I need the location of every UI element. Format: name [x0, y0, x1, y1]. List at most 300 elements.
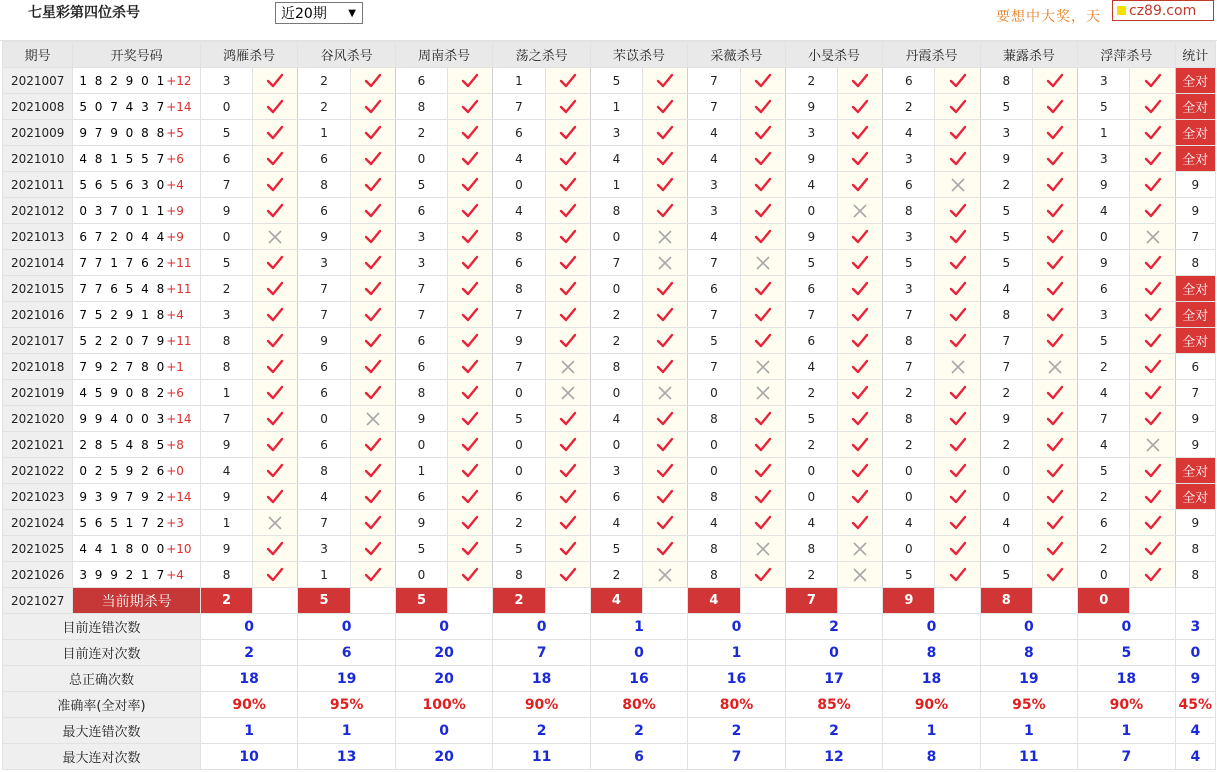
current-kill-label: 当前期杀号: [73, 588, 201, 614]
stat-cell: 7: [1175, 380, 1215, 406]
kill-number-cell: 0: [493, 458, 545, 484]
draw-numbers: 2 8 5 4 8 5: [79, 437, 167, 452]
summary-value: 2: [200, 640, 297, 666]
kill-number-cell: 6: [785, 328, 837, 354]
cross-icon: [545, 380, 590, 406]
draw-numbers: 5 6 5 6 3 0: [79, 177, 167, 192]
summary-label: 最大连错次数: [3, 718, 201, 744]
kill-number-cell: 4: [298, 484, 350, 510]
kill-number-cell: 0: [200, 224, 252, 250]
current-kill-blank: [545, 588, 590, 614]
check-icon: [448, 380, 493, 406]
header-killer: 小旻杀号: [785, 42, 882, 68]
draw-sum: +12: [166, 73, 192, 88]
kill-number-cell: 8: [493, 562, 545, 588]
check-icon: [935, 432, 980, 458]
kill-number-cell: 9: [785, 224, 837, 250]
kill-number-cell: 1: [200, 510, 252, 536]
kill-number-cell: 4: [1078, 198, 1130, 224]
check-icon: [253, 536, 298, 562]
kill-number-cell: 6: [883, 68, 935, 94]
kill-number-cell: 7: [980, 354, 1032, 380]
check-icon: [643, 302, 688, 328]
period-cell: 2021013: [3, 224, 73, 250]
check-icon: [1130, 562, 1175, 588]
kill-number-cell: 9: [493, 328, 545, 354]
kill-number-cell: 5: [395, 172, 447, 198]
kill-number-cell: 6: [395, 198, 447, 224]
summary-value: 7: [688, 744, 785, 770]
cross-icon: [740, 354, 785, 380]
draw-sum: +14: [166, 411, 192, 426]
summary-row: [3, 640, 1216, 666]
check-icon: [838, 250, 883, 276]
draw-numbers: 0 2 5 9 2 6: [79, 463, 167, 478]
check-icon: [1130, 302, 1175, 328]
draw-numbers-cell: [73, 120, 201, 146]
check-icon: [545, 250, 590, 276]
draw-numbers: 3 9 9 2 1 7: [79, 567, 167, 582]
draw-numbers: 7 7 6 5 4 8: [79, 281, 167, 296]
summary-value: 2: [590, 718, 687, 744]
kill-number-cell: 4: [883, 120, 935, 146]
kill-number-cell: 2: [1078, 354, 1130, 380]
kill-number-cell: 3: [883, 224, 935, 250]
kill-number-cell: 8: [200, 562, 252, 588]
current-kill-blank: [350, 588, 395, 614]
header-killer: 芣苡杀号: [590, 42, 687, 68]
check-icon: [448, 484, 493, 510]
draw-numbers: 1 8 2 9 0 1: [79, 73, 167, 88]
check-icon: [935, 68, 980, 94]
kill-number-cell: 8: [980, 302, 1032, 328]
draw-sum: +4: [166, 177, 184, 192]
current-kill-number: 2: [200, 588, 252, 614]
kill-number-cell: 5: [980, 562, 1032, 588]
current-kill-number: 0: [1078, 588, 1130, 614]
current-kill-blank: [935, 588, 980, 614]
summary-label: 目前连错次数: [3, 614, 201, 640]
draw-sum: +6: [166, 151, 184, 166]
cross-icon: [838, 562, 883, 588]
kill-number-cell: 1: [395, 458, 447, 484]
check-icon: [1032, 146, 1077, 172]
check-icon: [838, 94, 883, 120]
check-icon: [1130, 380, 1175, 406]
all-correct-badge: 全对: [1175, 120, 1215, 146]
kill-number-cell: 2: [785, 380, 837, 406]
check-icon: [1130, 250, 1175, 276]
cross-icon: [935, 354, 980, 380]
cross-icon: [1130, 224, 1175, 250]
summary-value: 16: [590, 666, 687, 692]
kill-number-cell: 6: [493, 484, 545, 510]
kill-number-cell: 4: [200, 458, 252, 484]
check-icon: [935, 510, 980, 536]
kill-number-cell: 7: [688, 94, 740, 120]
kill-number-cell: 5: [590, 536, 642, 562]
kill-number-cell: 9: [200, 432, 252, 458]
kill-number-cell: 1: [200, 380, 252, 406]
check-icon: [1130, 354, 1175, 380]
check-icon: [838, 302, 883, 328]
summary-value: 1: [200, 718, 297, 744]
kill-number-cell: 6: [395, 354, 447, 380]
check-icon: [935, 406, 980, 432]
summary-value: 2: [493, 718, 590, 744]
summary-value: 2: [688, 718, 785, 744]
cross-icon: [740, 250, 785, 276]
table-row: [3, 484, 1216, 510]
check-icon: [643, 354, 688, 380]
kill-number-cell: 6: [590, 484, 642, 510]
check-icon: [1032, 562, 1077, 588]
check-icon: [740, 94, 785, 120]
check-icon: [1032, 276, 1077, 302]
check-icon: [253, 380, 298, 406]
summary-value: 6: [298, 640, 395, 666]
summary-value: 18: [200, 666, 297, 692]
all-correct-badge: 全对: [1175, 146, 1215, 172]
kill-number-cell: 2: [395, 120, 447, 146]
check-icon: [448, 68, 493, 94]
header-killer: 丹霞杀号: [883, 42, 980, 68]
check-icon: [1032, 172, 1077, 198]
kill-number-cell: 5: [590, 68, 642, 94]
check-icon: [1032, 302, 1077, 328]
check-icon: [740, 458, 785, 484]
kill-number-cell: 0: [883, 484, 935, 510]
kill-number-cell: 6: [298, 354, 350, 380]
check-icon: [253, 68, 298, 94]
check-icon: [740, 224, 785, 250]
summary-value: 0: [395, 614, 492, 640]
check-icon: [935, 94, 980, 120]
draw-sum: +11: [166, 333, 192, 348]
header-stat: 统计: [1175, 42, 1215, 68]
check-icon: [350, 276, 395, 302]
draw-numbers: 4 5 9 0 8 2: [79, 385, 167, 400]
draw-sum: +5: [166, 125, 184, 140]
kill-number-cell: 6: [395, 328, 447, 354]
current-kill-number: 4: [590, 588, 642, 614]
check-icon: [545, 406, 590, 432]
kill-number-cell: 9: [395, 510, 447, 536]
check-icon: [838, 328, 883, 354]
check-icon: [545, 484, 590, 510]
check-icon: [643, 432, 688, 458]
check-icon: [740, 484, 785, 510]
kill-number-cell: 2: [883, 432, 935, 458]
check-icon: [1130, 198, 1175, 224]
check-icon: [545, 224, 590, 250]
cross-icon: [643, 224, 688, 250]
check-icon: [448, 250, 493, 276]
cross-icon: [740, 536, 785, 562]
check-icon: [350, 224, 395, 250]
kill-number-cell: 7: [1078, 406, 1130, 432]
draw-sum: +9: [166, 229, 184, 244]
kill-number-cell: 6: [1078, 510, 1130, 536]
check-icon: [935, 302, 980, 328]
kill-number-cell: 2: [883, 380, 935, 406]
check-icon: [448, 536, 493, 562]
summary-value: 12: [785, 744, 882, 770]
check-icon: [350, 146, 395, 172]
kill-number-cell: 6: [883, 172, 935, 198]
check-icon: [253, 432, 298, 458]
draw-numbers: 0 3 7 0 1 1: [79, 203, 167, 218]
cross-icon: [1130, 432, 1175, 458]
current-kill-number: 4: [688, 588, 740, 614]
check-icon: [1130, 328, 1175, 354]
cross-icon: [838, 536, 883, 562]
table-row: [3, 354, 1216, 380]
period-cell: 2021009: [3, 120, 73, 146]
check-icon: [935, 146, 980, 172]
check-icon: [350, 432, 395, 458]
check-icon: [448, 354, 493, 380]
kill-number-cell: 0: [688, 458, 740, 484]
kill-number-cell: 9: [980, 406, 1032, 432]
summary-value: 1: [1078, 718, 1175, 744]
kill-number-cell: 8: [883, 198, 935, 224]
check-icon: [1130, 484, 1175, 510]
check-icon: [448, 276, 493, 302]
draw-numbers-cell: [73, 328, 201, 354]
summary-value: 1: [883, 718, 980, 744]
check-icon: [740, 510, 785, 536]
draw-numbers-cell: [73, 562, 201, 588]
stat-cell: 7: [1175, 224, 1215, 250]
kill-number-cell: 9: [785, 146, 837, 172]
kill-number-cell: 0: [980, 484, 1032, 510]
table-row: [3, 120, 1216, 146]
period-select[interactable]: [275, 2, 363, 24]
check-icon: [643, 120, 688, 146]
draw-numbers-cell: [73, 172, 201, 198]
kill-number-cell: 0: [200, 94, 252, 120]
kill-number-cell: 5: [980, 224, 1032, 250]
kill-number-cell: 3: [883, 276, 935, 302]
check-icon: [1032, 224, 1077, 250]
kill-number-cell: 5: [1078, 328, 1130, 354]
summary-value: 20: [395, 744, 492, 770]
check-icon: [643, 406, 688, 432]
kill-number-cell: 7: [883, 302, 935, 328]
kill-number-cell: 3: [980, 120, 1032, 146]
check-icon: [838, 276, 883, 302]
check-icon: [838, 510, 883, 536]
site-logo[interactable]: [1112, 0, 1214, 21]
draw-numbers-cell: [73, 380, 201, 406]
draw-numbers: 4 4 1 8 0 0: [79, 541, 167, 556]
summary-value: 0: [590, 640, 687, 666]
summary-value: 80%: [590, 692, 687, 718]
current-kill-number: 5: [298, 588, 350, 614]
draw-numbers-cell: [73, 198, 201, 224]
summary-value: 90%: [200, 692, 297, 718]
draw-numbers: 7 5 2 9 1 8: [79, 307, 167, 322]
kill-number-cell: 2: [785, 562, 837, 588]
kill-number-cell: 2: [883, 94, 935, 120]
header-killer: 蒹露杀号: [980, 42, 1077, 68]
summary-row: [3, 744, 1216, 770]
check-icon: [1032, 198, 1077, 224]
check-icon: [1032, 94, 1077, 120]
kill-number-cell: 8: [883, 406, 935, 432]
kill-number-cell: 8: [395, 380, 447, 406]
check-icon: [1032, 484, 1077, 510]
table-row: [3, 432, 1216, 458]
kill-number-cell: 9: [1078, 172, 1130, 198]
stat-cell: 9: [1175, 172, 1215, 198]
check-icon: [448, 120, 493, 146]
kill-number-cell: 8: [200, 328, 252, 354]
kill-number-cell: 8: [493, 224, 545, 250]
stat-cell: 8: [1175, 250, 1215, 276]
check-icon: [253, 120, 298, 146]
check-icon: [253, 354, 298, 380]
check-icon: [350, 458, 395, 484]
draw-numbers: 9 7 9 0 8 8: [79, 125, 167, 140]
draw-numbers-cell: [73, 276, 201, 302]
draw-numbers-cell: [73, 302, 201, 328]
current-kill-number: 8: [980, 588, 1032, 614]
kill-number-cell: 0: [688, 380, 740, 406]
summary-row: [3, 692, 1216, 718]
check-icon: [740, 432, 785, 458]
kill-number-cell: 4: [785, 510, 837, 536]
period-cell: 2021026: [3, 562, 73, 588]
check-icon: [253, 484, 298, 510]
period-cell: 2021014: [3, 250, 73, 276]
check-icon: [838, 354, 883, 380]
check-icon: [350, 250, 395, 276]
check-icon: [350, 510, 395, 536]
check-icon: [448, 458, 493, 484]
summary-value: 8: [883, 640, 980, 666]
kill-number-cell: 5: [1078, 94, 1130, 120]
check-icon: [1130, 510, 1175, 536]
kill-number-cell: 3: [395, 250, 447, 276]
table-row: [3, 172, 1216, 198]
kill-number-cell: 0: [590, 432, 642, 458]
summary-value: 0: [395, 718, 492, 744]
all-correct-badge: 全对: [1175, 458, 1215, 484]
current-kill-blank: [253, 588, 298, 614]
period-cell: 2021022: [3, 458, 73, 484]
check-icon: [740, 172, 785, 198]
all-correct-badge: 全对: [1175, 484, 1215, 510]
draw-numbers: 9 9 4 0 0 3: [79, 411, 167, 426]
kill-number-cell: 7: [395, 276, 447, 302]
kill-number-cell: 0: [1078, 224, 1130, 250]
kill-number-cell: 1: [590, 172, 642, 198]
current-kill-number: 2: [493, 588, 545, 614]
check-icon: [643, 172, 688, 198]
check-icon: [545, 172, 590, 198]
summary-value: 0: [298, 614, 395, 640]
kill-number-cell: 9: [785, 94, 837, 120]
current-kill-blank: [1130, 588, 1175, 614]
check-icon: [350, 484, 395, 510]
cross-icon: [545, 354, 590, 380]
table-row: [3, 94, 1216, 120]
kill-number-cell: 4: [688, 510, 740, 536]
all-correct-badge: 全对: [1175, 94, 1215, 120]
kill-number-cell: 6: [785, 276, 837, 302]
kill-number-cell: 3: [395, 224, 447, 250]
draw-sum: +9: [166, 203, 184, 218]
check-icon: [448, 146, 493, 172]
cross-icon: [350, 406, 395, 432]
kill-number-cell: 5: [980, 198, 1032, 224]
kill-number-cell: 9: [200, 198, 252, 224]
current-period-row: [3, 588, 1216, 614]
summary-value: 0: [493, 614, 590, 640]
summary-value: 90%: [883, 692, 980, 718]
kill-number-cell: 7: [590, 250, 642, 276]
period-cell: 2021018: [3, 354, 73, 380]
check-icon: [935, 198, 980, 224]
summary-row: [3, 666, 1216, 692]
check-icon: [643, 68, 688, 94]
check-icon: [448, 94, 493, 120]
summary-value: 19: [980, 666, 1077, 692]
check-icon: [350, 354, 395, 380]
kill-number-cell: 0: [883, 536, 935, 562]
check-icon: [253, 562, 298, 588]
check-icon: [350, 380, 395, 406]
check-icon: [448, 510, 493, 536]
kill-number-cell: 0: [688, 432, 740, 458]
table-row: [3, 380, 1216, 406]
current-kill-blank: [643, 588, 688, 614]
check-icon: [935, 484, 980, 510]
summary-value: 0: [883, 614, 980, 640]
period-cell: 2021016: [3, 302, 73, 328]
check-icon: [350, 198, 395, 224]
kill-number-cell: 3: [590, 120, 642, 146]
kill-number-cell: 7: [785, 302, 837, 328]
summary-stat: 4: [1175, 718, 1215, 744]
check-icon: [838, 224, 883, 250]
check-icon: [1130, 120, 1175, 146]
check-icon: [643, 146, 688, 172]
kill-number-cell: 9: [298, 224, 350, 250]
check-icon: [838, 146, 883, 172]
ad-text[interactable]: 要想中大奖，天: [996, 9, 1101, 25]
check-icon: [838, 172, 883, 198]
check-icon: [545, 146, 590, 172]
summary-value: 95%: [298, 692, 395, 718]
period-cell: 2021024: [3, 510, 73, 536]
kill-number-cell: 3: [1078, 302, 1130, 328]
table-row: [3, 146, 1216, 172]
header-row: [3, 42, 1216, 68]
current-period-cell: 2021027: [3, 588, 73, 614]
check-icon: [1130, 458, 1175, 484]
check-icon: [545, 276, 590, 302]
kill-number-cell: 7: [493, 354, 545, 380]
header-killer: 采薇杀号: [688, 42, 785, 68]
kill-number-cell: 2: [590, 302, 642, 328]
check-icon: [643, 94, 688, 120]
draw-numbers-cell: [73, 250, 201, 276]
kill-number-cell: 4: [590, 406, 642, 432]
kill-number-cell: 3: [590, 458, 642, 484]
